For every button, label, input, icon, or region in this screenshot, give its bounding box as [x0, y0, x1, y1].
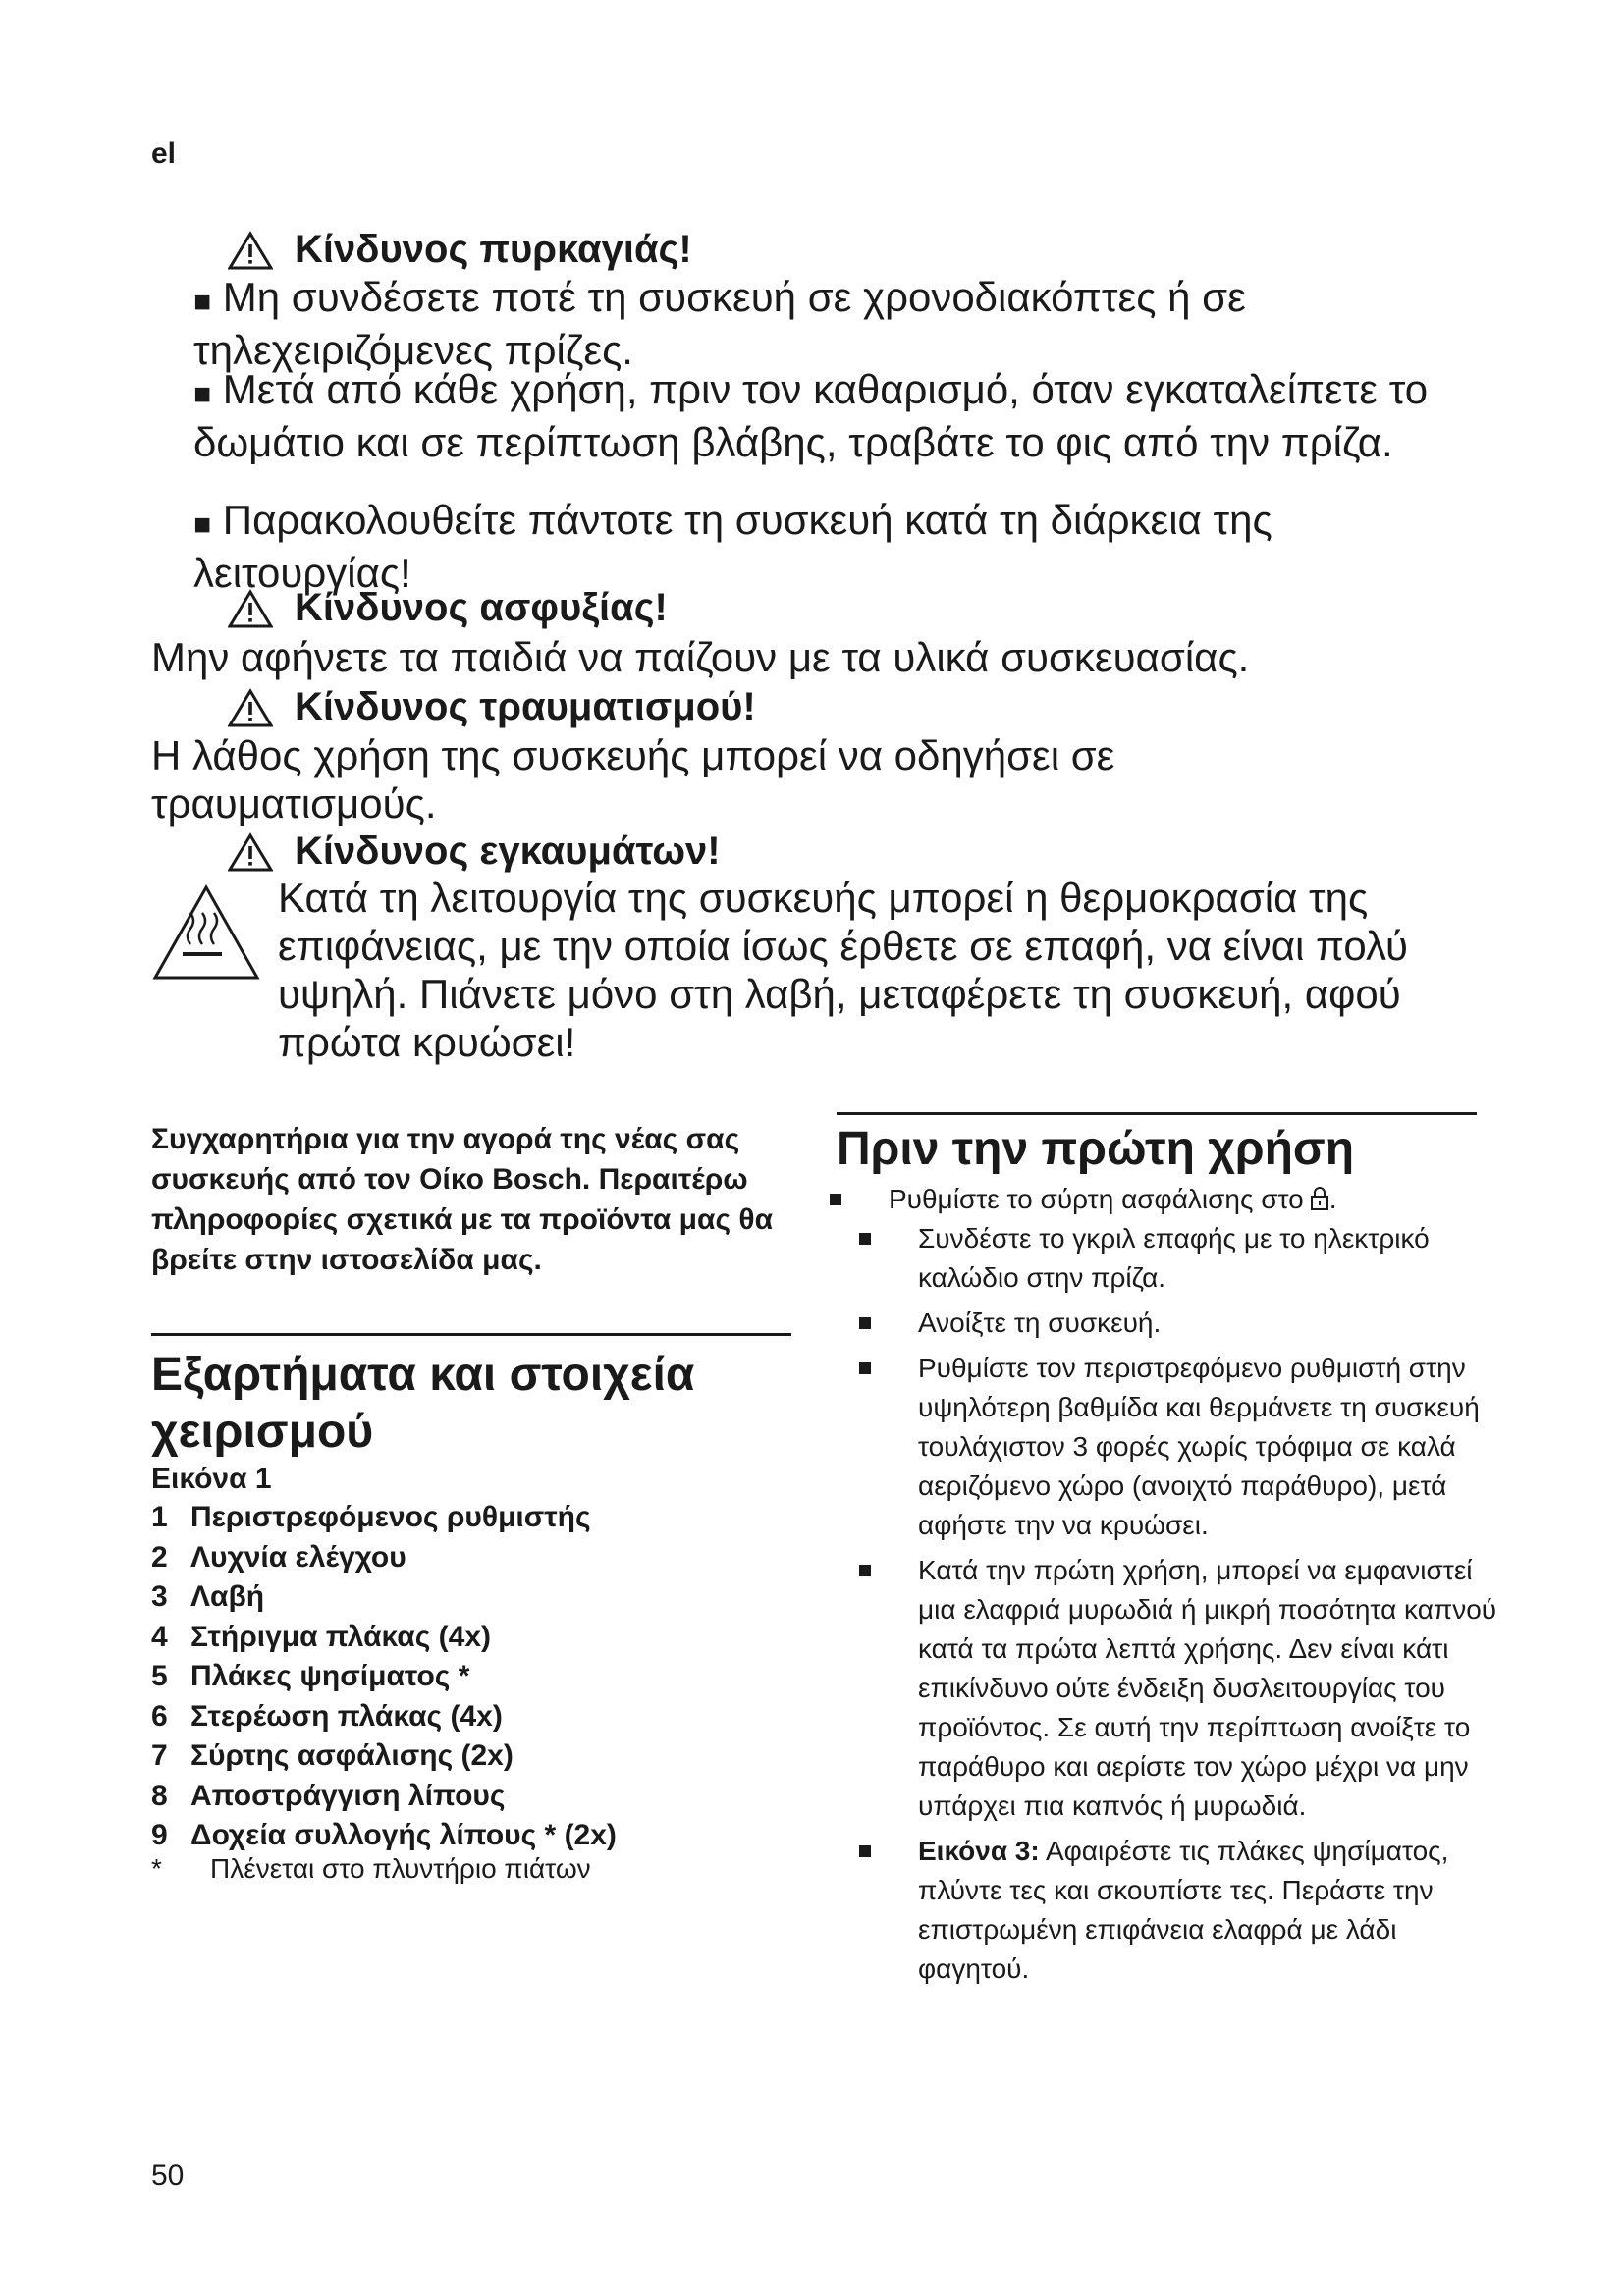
- list-item: 8 Αποστράγγιση λίπους: [151, 1779, 506, 1812]
- list-item: Ρυθμίστε το σύρτη ασφάλισης στο .: [830, 1180, 1497, 1219]
- fire-hazard-bullet-2: ■ Μετά από κάθε χρήση, πριν τον καθαρισμό, όταν εγκαταλείπετε το δωμάτιο και σε περίπτωση βλάβης, τραβάτε το φις από την πρίζα.: [193, 366, 1429, 465]
- injury-hazard-text: Η λάθος χρήση της συσκευής μπορεί να οδηγήσει σε τραυματισμούς.: [151, 732, 1115, 827]
- bullet-square-icon: ■: [193, 508, 212, 541]
- figure-3-reference: Εικόνα 3:: [918, 1836, 1040, 1866]
- bullet-square-icon: [859, 1362, 871, 1374]
- bullet-square-icon: [859, 1317, 871, 1329]
- warning-icon: [228, 688, 273, 727]
- injury-hazard-title: Κίνδυνος τραυματισμού!: [295, 685, 756, 728]
- list-item: 9 Δοχεία συλλογής λίπους * (2x): [151, 1819, 617, 1851]
- suffocation-hazard-heading: [228, 586, 668, 630]
- list-item: 7 Σύρτης ασφάλισης (2x): [151, 1739, 514, 1772]
- footnote: * Πλένεται στο πλυντήριο πιάτων: [151, 1853, 591, 1884]
- warning-icon: [228, 589, 273, 628]
- section-divider: [151, 1333, 791, 1336]
- fire-hazard-heading: [228, 228, 692, 272]
- list-item: 4 Στήριγμα πλάκας (4x): [151, 1620, 491, 1653]
- controls-heading: Εξαρτήματα και στοιχεία χειρισμού: [151, 1349, 695, 1458]
- list-item: Ρυθμίστε τον περιστρεφόμενο ρυθμιστή στην υψηλότερη βαθμίδα και θερμάνετε τη συσκευή τουλάχιστον 3 φορές χωρίς τρόφιμα σε καλά αεριζόμενο χώρο (ανοιχτό παράθυρο), μετά αφήστε την να κρυώσει.: [859, 1349, 1497, 1545]
- bullet-square-icon: [859, 1845, 871, 1857]
- first-use-steps: [830, 1180, 1497, 1989]
- list-item: 5 Πλάκες ψησίματος *: [151, 1660, 470, 1692]
- parts-list: [151, 1498, 789, 1856]
- bullet-square-icon: ■: [193, 286, 212, 318]
- list-item: 2 Λυχνία ελέγχου: [151, 1540, 406, 1574]
- bullet-square-icon: ■: [193, 378, 212, 410]
- list-item: Εικόνα 3: Αφαιρέστε τις πλάκες ψησίματος, πλύντε τες και σκουπίστε τες. Περάστε την επιστρωμένη επιφάνεια ελαφρά με λάδι φαγητού.: [859, 1832, 1497, 1989]
- hot-surface-warning-icon: [151, 883, 261, 982]
- section-divider: [837, 1112, 1477, 1115]
- burn-hazard-heading: [228, 829, 721, 874]
- suffocation-hazard-text: Μην αφήνετε τα παιδιά να παίζουν με τα υλικά συσκευασίας.: [151, 634, 1250, 680]
- fire-hazard-title: Κίνδυνος πυρκαγιάς!: [295, 228, 692, 271]
- list-item: 1 Περιστρεφόμενος ρυθμιστής: [151, 1501, 591, 1533]
- list-item: Συνδέστε το γκριλ επαφής με το ηλεκτρικό καλώδιο στην πρίζα.: [859, 1219, 1497, 1298]
- figure-1-label: Εικόνα 1: [151, 1463, 272, 1495]
- language-code: el: [151, 137, 177, 170]
- list-item: Ανοίξτε τη συσκευή.: [859, 1304, 1497, 1343]
- list-item: Κατά την πρώτη χρήση, μπορεί να εμφανιστεί μια ελαφριά μυρωδιά ή μικρή ποσότητα καπνού κατά τα πρώτα λεπτά χρήσης. Δεν είναι κάτι επικίνδυνο ούτε ένδειξη δυσλειτουργίας του προϊόντος. Σε αυτή την περίπτωση ανοίξτε το παράθυρο και αερίστε τον χώρο μέχρι να μην υπάρχει πια καπνός ή μυρωδιά.: [859, 1551, 1497, 1826]
- lock-icon: [1310, 1186, 1329, 1211]
- warning-icon: [228, 231, 273, 270]
- list-item: 3 Λαβή: [151, 1580, 265, 1613]
- bullet-square-icon: [859, 1233, 871, 1245]
- injury-hazard-heading: [228, 685, 756, 729]
- warning-icon: [228, 832, 273, 872]
- burn-hazard-title: Κίνδυνος εγκαυμάτων!: [295, 829, 721, 873]
- fire-hazard-bullet-1: ■ Μη συνδέσετε ποτέ τη συσκευή σε χρονοδιακόπτες ή σε τηλεχειριζόμενες πρίζες.: [193, 274, 1246, 373]
- burn-hazard-text: Κατά τη λειτουργία της συσκευής μπορεί η θερμοκρασία της επιφάνειας, με την οποία ίσως έρθετε σε επαφή, να είναι πολύ υψηλή. Πιάνετε μόνο στη λαβή, μεταφέρετε τη συσκευή, αφού πρώτα κρυώσει!: [278, 875, 1408, 1065]
- page-number: 50: [151, 2160, 185, 2192]
- intro-paragraph: Συγχαρητήρια για την αγορά της νέας σας συσκευής από τον Οίκο Bosch. Περαιτέρω πληροφορίες σχετικά με τα προϊόντα μας θα βρείτε στην ιστοσελίδα μας.: [151, 1123, 774, 1276]
- fire-hazard-bullet-3: ■ Παρακολουθείτε πάντοτε τη συσκευή κατά τη διάρκεια της λειτουργίας!: [193, 497, 1272, 596]
- bullet-square-icon: [830, 1194, 841, 1205]
- first-use-heading: Πριν την πρώτη χρήση: [837, 1123, 1355, 1175]
- list-item: 6 Στερέωση πλάκας (4x): [151, 1699, 503, 1733]
- bullet-square-icon: [859, 1565, 871, 1576]
- suffocation-hazard-title: Κίνδυνος ασφυξίας!: [295, 586, 668, 629]
